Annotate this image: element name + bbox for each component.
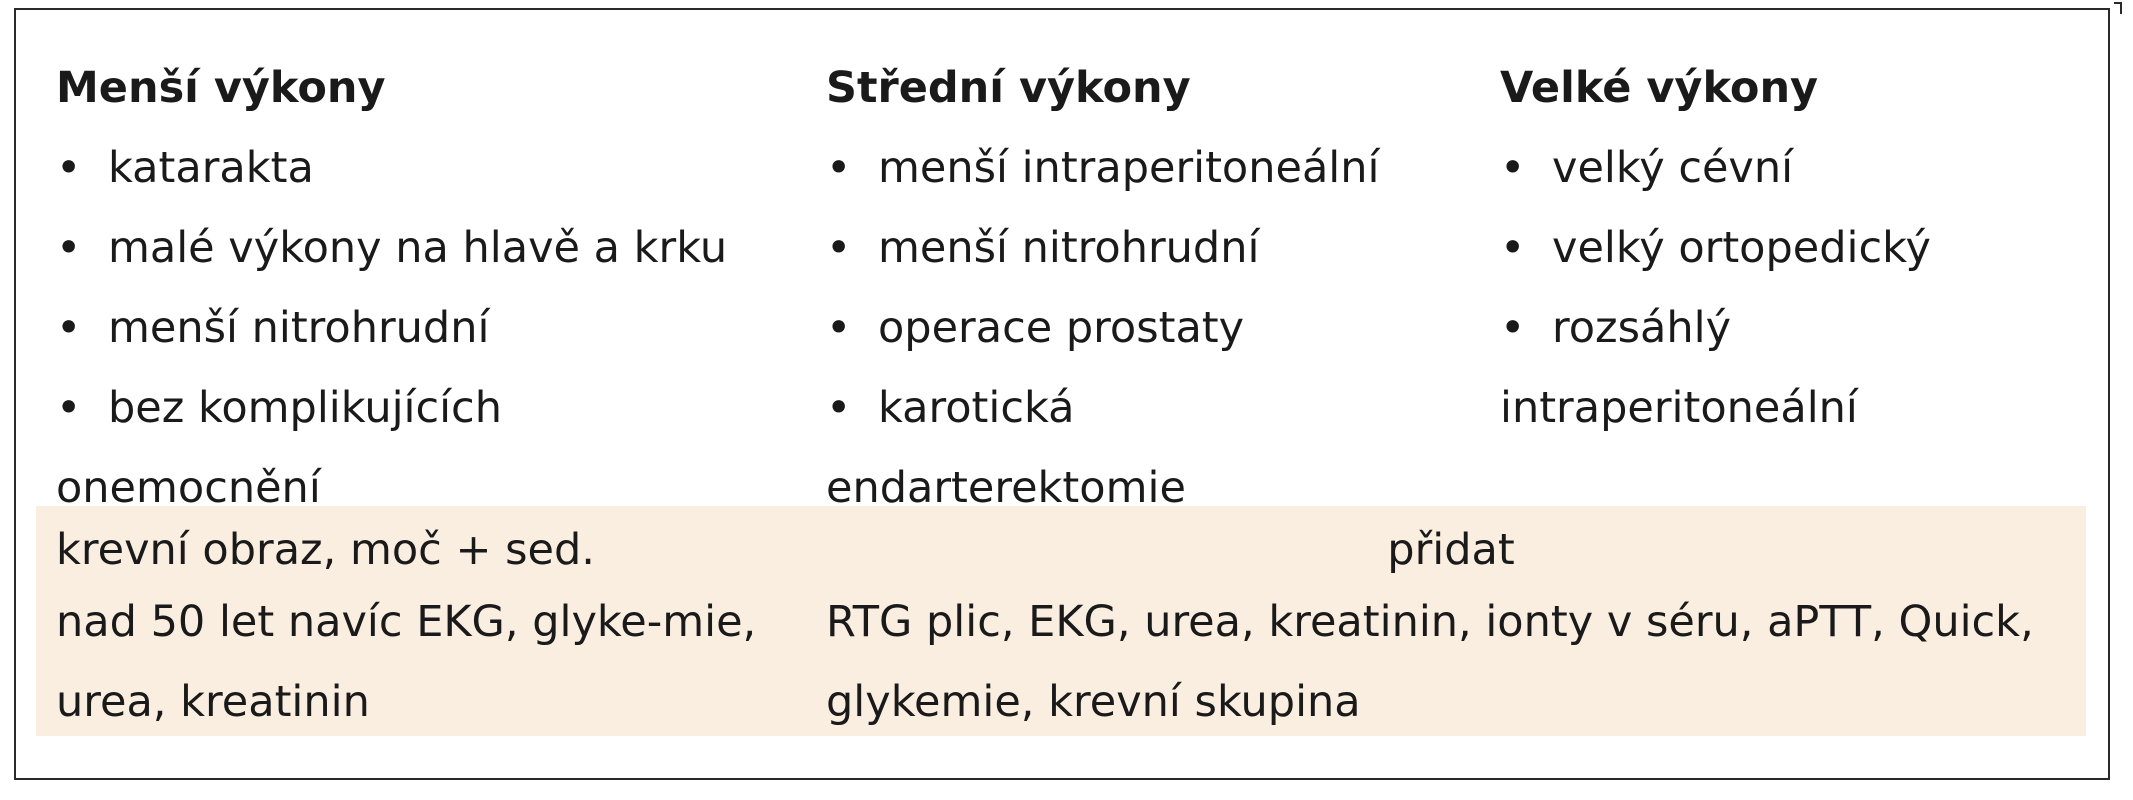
list-item xyxy=(826,288,1466,368)
list-item xyxy=(56,288,786,368)
list-item-label: malé výkony na hlavě a krku xyxy=(108,223,728,273)
add-label: přidat xyxy=(1387,525,1515,575)
list-item-label: rozsáhlý intraperitoneální xyxy=(1500,303,1858,433)
column-major-procedures xyxy=(1500,48,2060,448)
list-item xyxy=(826,208,1466,288)
list-item xyxy=(826,128,1466,208)
column-minor-procedures xyxy=(56,48,786,528)
list-item xyxy=(1500,128,2060,208)
column-heading-major: Velké výkony xyxy=(1500,63,1819,113)
bullet-icon: • xyxy=(826,383,852,433)
additional-tests-text: RTG plic, EKG, urea, kreatinin, ionty v séru, aPTT, Quick, glykemie, krevní skupina xyxy=(826,597,2034,727)
bullet-icon: • xyxy=(1500,223,1526,273)
list-item-label: karotická endarterektomie xyxy=(826,383,1186,513)
bullet-icon: • xyxy=(826,303,852,353)
column-medium-procedures xyxy=(826,48,1466,528)
bullet-icon: • xyxy=(56,143,82,193)
bullet-icon: • xyxy=(56,223,82,273)
column-heading-minor: Menší výkony xyxy=(56,63,386,113)
list-item xyxy=(826,368,1206,528)
list-item-label: operace prostaty xyxy=(878,303,1245,353)
list-item xyxy=(56,208,786,288)
bullet-icon: • xyxy=(826,223,852,273)
bullet-icon: • xyxy=(826,143,852,193)
list-item-label: menší nitrohrudní xyxy=(108,303,490,353)
list-item xyxy=(56,368,626,528)
list-item xyxy=(1500,288,1920,448)
corner-mark xyxy=(2114,2,2122,14)
bullet-icon: • xyxy=(1500,303,1526,353)
list-item-label: velký ortopedický xyxy=(1552,223,1931,273)
list-item-label: velký cévní xyxy=(1552,143,1794,193)
list-item-label: menší intraperitoneální xyxy=(878,143,1380,193)
list-item-label: katarakta xyxy=(108,143,314,193)
over-50-tests-text: nad 50 let navíc EKG, glyke-mie, urea, kreatinin xyxy=(56,597,757,727)
bullet-icon: • xyxy=(56,303,82,353)
basic-tests-text: krevní obraz, moč + sed. xyxy=(56,525,595,575)
bullet-icon: • xyxy=(1500,143,1526,193)
list-item xyxy=(1500,208,2060,288)
list-item-label: menší nitrohrudní xyxy=(878,223,1260,273)
list-item xyxy=(56,128,786,208)
list-item-label: bez komplikujících onemocnění xyxy=(56,383,502,513)
bullet-icon: • xyxy=(56,383,82,433)
column-heading-medium: Střední výkony xyxy=(826,63,1191,113)
